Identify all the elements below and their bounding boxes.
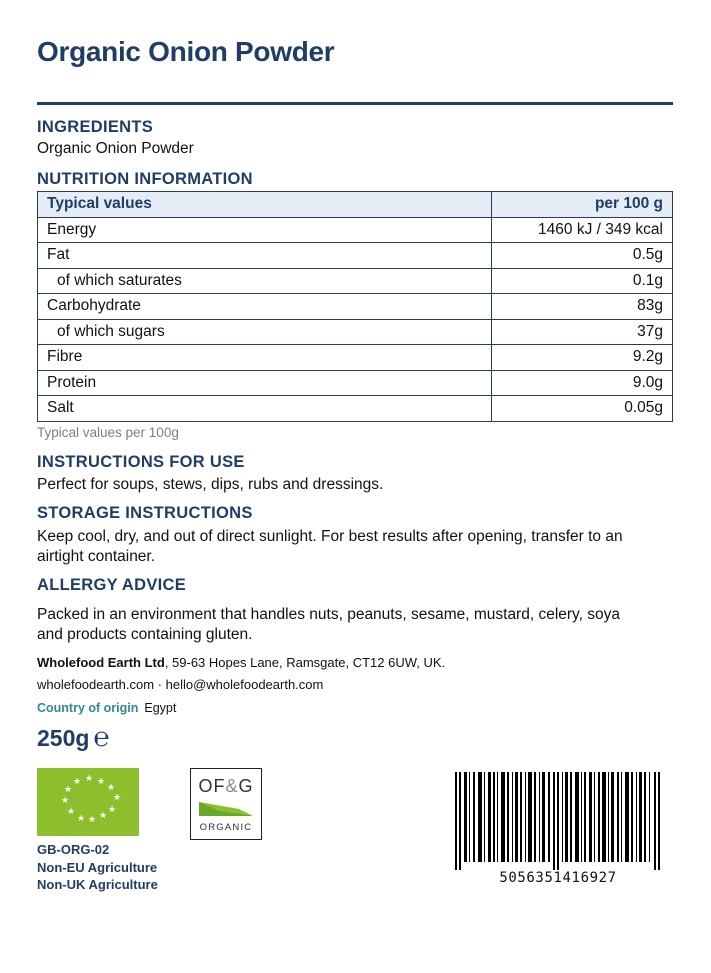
estimated-sign-icon: ℮ — [93, 722, 110, 752]
nutrient-value: 0.05g — [492, 396, 673, 422]
table-row — [38, 243, 673, 269]
table-row — [38, 319, 673, 345]
nutrient-value: 1460 kJ / 349 kcal — [492, 217, 673, 243]
nutrient-label: Energy — [38, 217, 492, 243]
eu-code: Non-EU Agriculture — [37, 859, 158, 875]
company-address — [37, 655, 445, 670]
ofg-organic-logo — [190, 768, 262, 840]
company-contact: wholefoodearth.com · hello@wholefoodearth.com — [37, 677, 324, 692]
nutrient-label: Carbohydrate — [38, 294, 492, 320]
table-row — [38, 370, 673, 396]
ofg-brand-text: OF&G — [198, 776, 254, 796]
eu-code: Non-UK Agriculture — [37, 877, 158, 892]
allergy-line: and products containing gluten. — [37, 626, 253, 643]
nutrient-value: 0.1g — [492, 268, 673, 294]
eu-code: GB-ORG-02 — [37, 842, 110, 857]
svg-text:★: ★ — [61, 796, 70, 806]
eu-organic-logo-icon — [37, 768, 139, 836]
company-address-text: , 59-63 Hopes Lane, Ramsgate, CT12 6UW, UK. — [164, 655, 446, 670]
eu-leaf-stars-icon — [37, 768, 139, 836]
nutrition-table — [37, 191, 673, 422]
table-row — [38, 294, 673, 320]
storage-line: Keep cool, dry, and out of direct sunlight. For best results after opening, transfer to an — [37, 528, 623, 545]
country-of-origin — [37, 701, 176, 715]
nutrient-label: Fat — [38, 243, 492, 269]
nutrient-label: of which sugars — [38, 319, 492, 345]
nutrient-label: of which saturates — [38, 268, 492, 294]
origin-label: Country of origin — [37, 701, 139, 715]
eu-organic-codes — [37, 841, 158, 894]
table-row — [38, 217, 673, 243]
nutrient-label: Salt — [38, 396, 492, 422]
table-row — [38, 345, 673, 371]
nutrient-label: Fibre — [38, 345, 492, 371]
nutrition-header-row — [38, 192, 673, 218]
nutrient-value: 9.2g — [492, 345, 673, 371]
instructions-text: Perfect for soups, stews, dips, rubs and dressings. — [37, 476, 384, 493]
svg-text:★: ★ — [113, 793, 122, 803]
table-row — [38, 396, 673, 422]
nutrition-note: Typical values per 100g — [37, 425, 179, 440]
allergy-heading: ALLERGY ADVICE — [37, 576, 187, 594]
ingredients-text: Organic Onion Powder — [37, 140, 194, 157]
title-divider — [37, 102, 673, 105]
nutrient-value: 9.0g — [492, 370, 673, 396]
nutrition-header-label: Typical values — [38, 192, 492, 218]
weight-value: 250g — [37, 725, 90, 751]
nutrient-value: 0.5g — [492, 243, 673, 269]
ingredients-heading: INGREDIENTS — [37, 118, 154, 136]
allergy-text — [37, 605, 620, 645]
barcode — [455, 772, 661, 870]
storage-text — [37, 527, 623, 567]
svg-text:★: ★ — [97, 777, 106, 787]
table-row — [38, 268, 673, 294]
svg-text:★: ★ — [73, 777, 82, 787]
svg-text:★: ★ — [85, 774, 94, 784]
storage-heading: STORAGE INSTRUCTIONS — [37, 504, 253, 522]
company-name: Wholefood Earth Ltd — [37, 655, 165, 670]
nutrition-header-value: per 100 g — [492, 192, 673, 218]
nutrient-label: Protein — [38, 370, 492, 396]
net-weight — [37, 722, 110, 753]
svg-text:★: ★ — [99, 811, 108, 821]
ofg-organic-text: ORGANIC — [199, 822, 253, 833]
origin-value: Egypt — [144, 701, 177, 715]
product-title: Organic Onion Powder — [37, 36, 335, 67]
svg-text:★: ★ — [67, 807, 76, 817]
svg-text:★: ★ — [107, 783, 116, 793]
barcode-number: 5056351416927 — [499, 870, 617, 886]
nutrition-heading: NUTRITION INFORMATION — [37, 170, 253, 188]
svg-text:★: ★ — [88, 815, 97, 825]
storage-line: airtight container. — [37, 548, 156, 565]
svg-text:★: ★ — [77, 814, 86, 824]
instructions-heading: INSTRUCTIONS FOR USE — [37, 453, 245, 471]
svg-text:★: ★ — [108, 805, 117, 815]
ofg-field-icon — [199, 800, 253, 816]
nutrient-value: 37g — [492, 319, 673, 345]
allergy-line: Packed in an environment that handles nuts, peanuts, sesame, mustard, celery, soya — [37, 606, 621, 623]
nutrient-value: 83g — [492, 294, 673, 320]
svg-text:★: ★ — [64, 785, 73, 795]
